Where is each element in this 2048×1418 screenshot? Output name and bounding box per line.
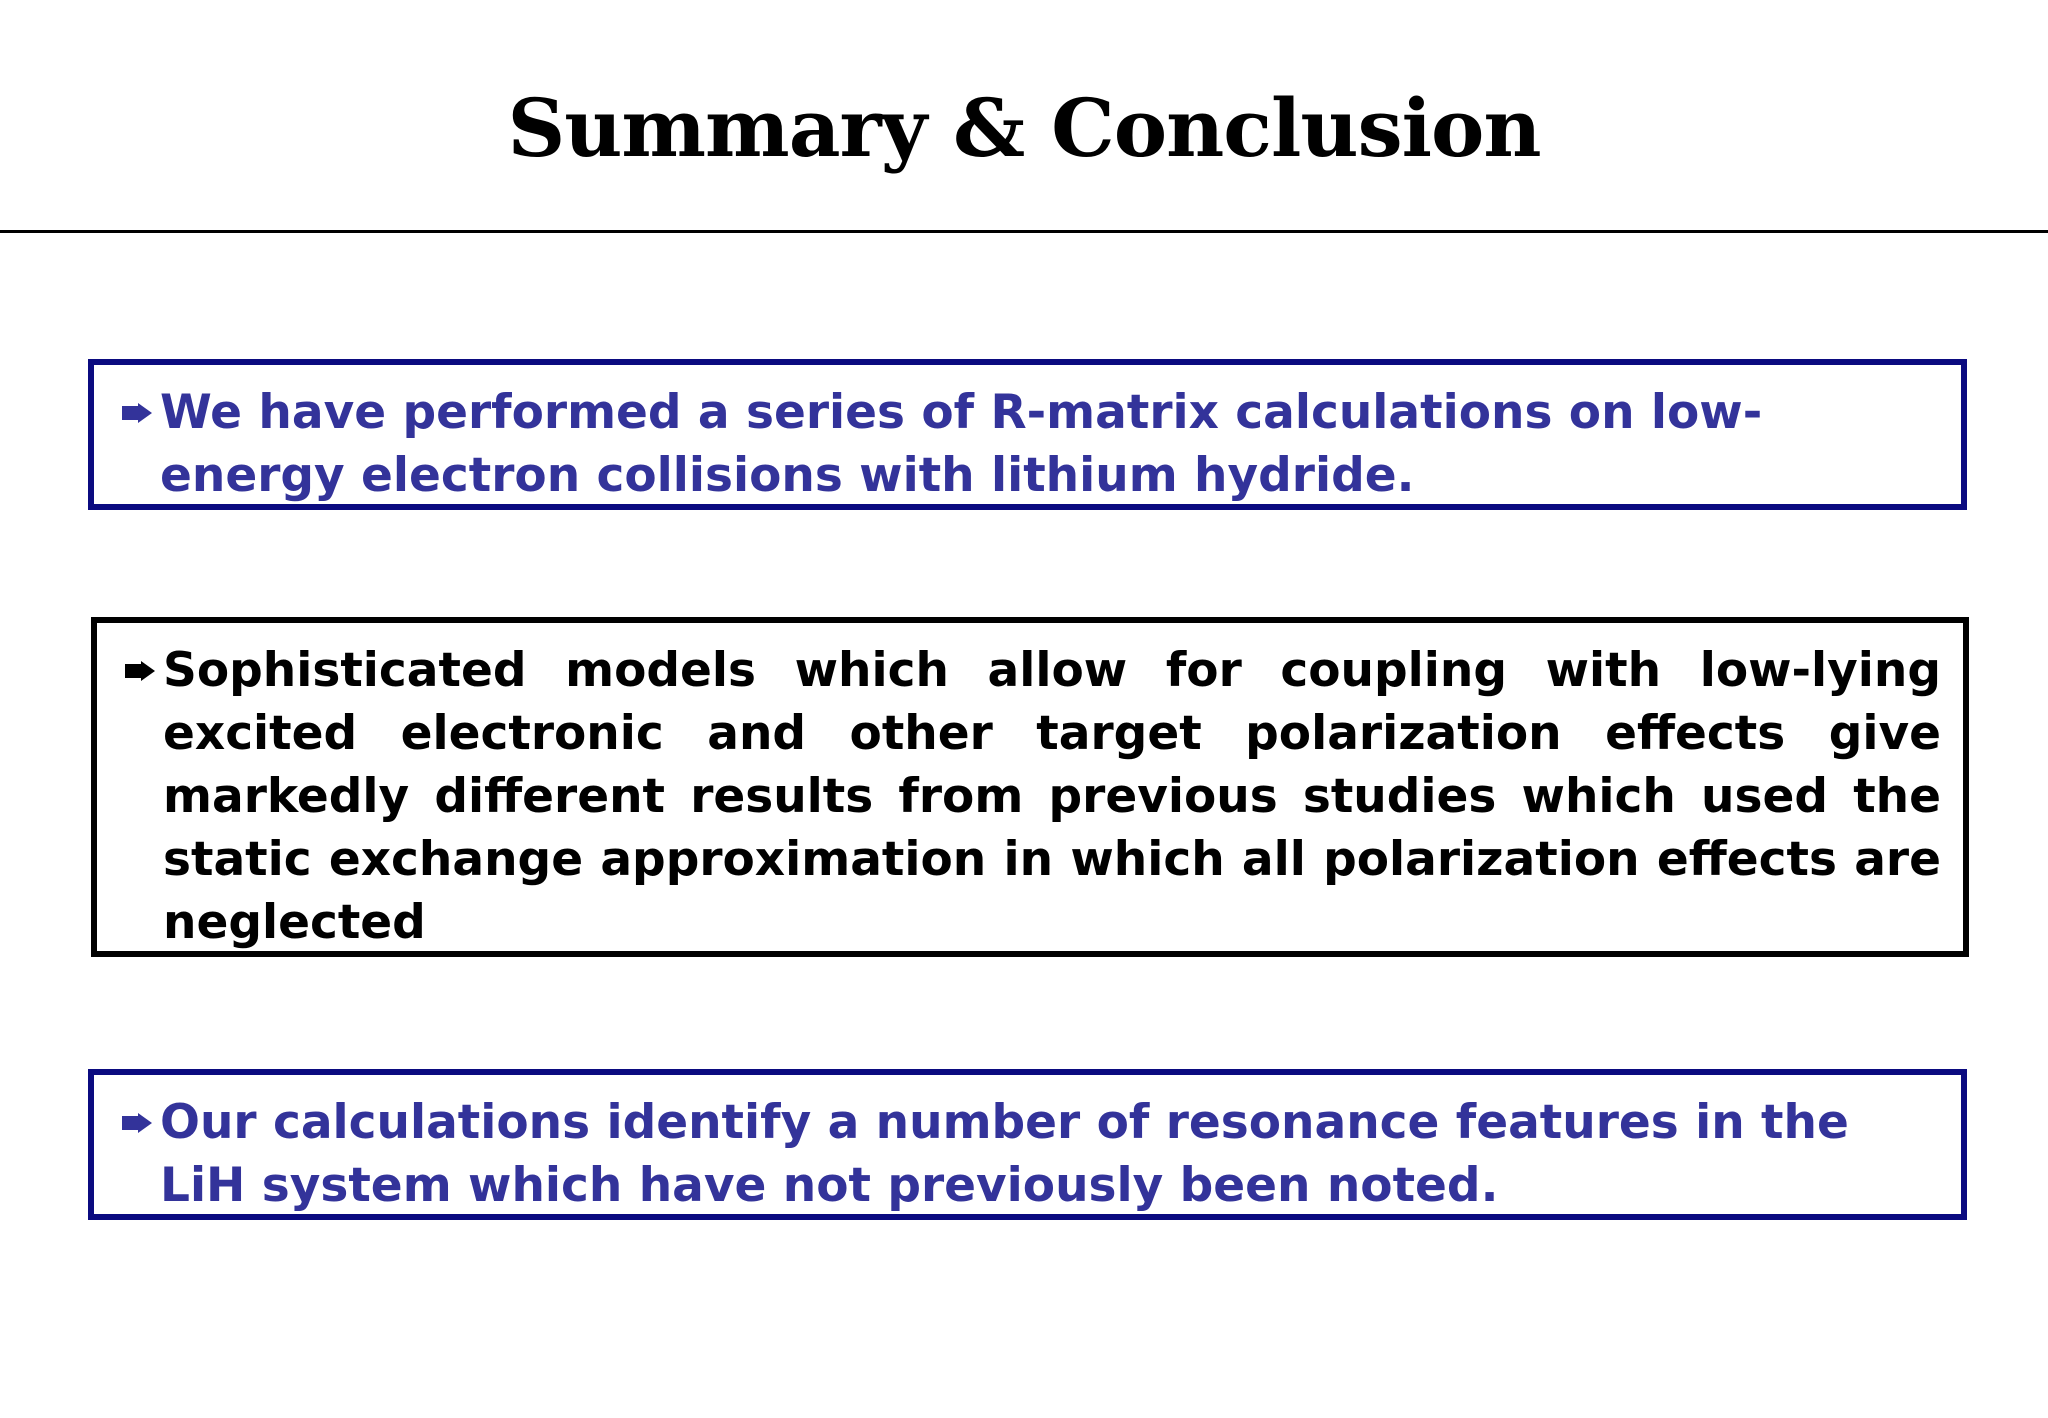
title-divider xyxy=(0,230,2048,233)
arrow-right-icon xyxy=(123,639,163,702)
bullet-text: We have performed a series of R-matrix calculations on low-energy electron collisions with lithium hydride. xyxy=(160,385,1763,503)
slide-title: Summary & Conclusion xyxy=(507,81,1541,175)
bullet-text: Our calculations identify a number of resonance features in the LiH system which have not previously been noted. xyxy=(160,1095,1849,1213)
bullet-item xyxy=(120,1091,1939,1217)
bullet-item xyxy=(120,381,1939,507)
arrow-right-icon xyxy=(120,381,160,444)
bullet-item xyxy=(123,639,1941,954)
bullet-text: Sophisticated models which allow for coupling with low-lying excited electronic and other target polarization effects give markedly different results from previous studies which used the static exchange approximation in which all polarization effects are neglected xyxy=(163,643,1941,950)
summary-box-3 xyxy=(88,1069,1967,1220)
summary-box-1 xyxy=(88,359,1967,510)
summary-box-2 xyxy=(91,617,1969,957)
arrow-right-icon xyxy=(120,1091,160,1154)
